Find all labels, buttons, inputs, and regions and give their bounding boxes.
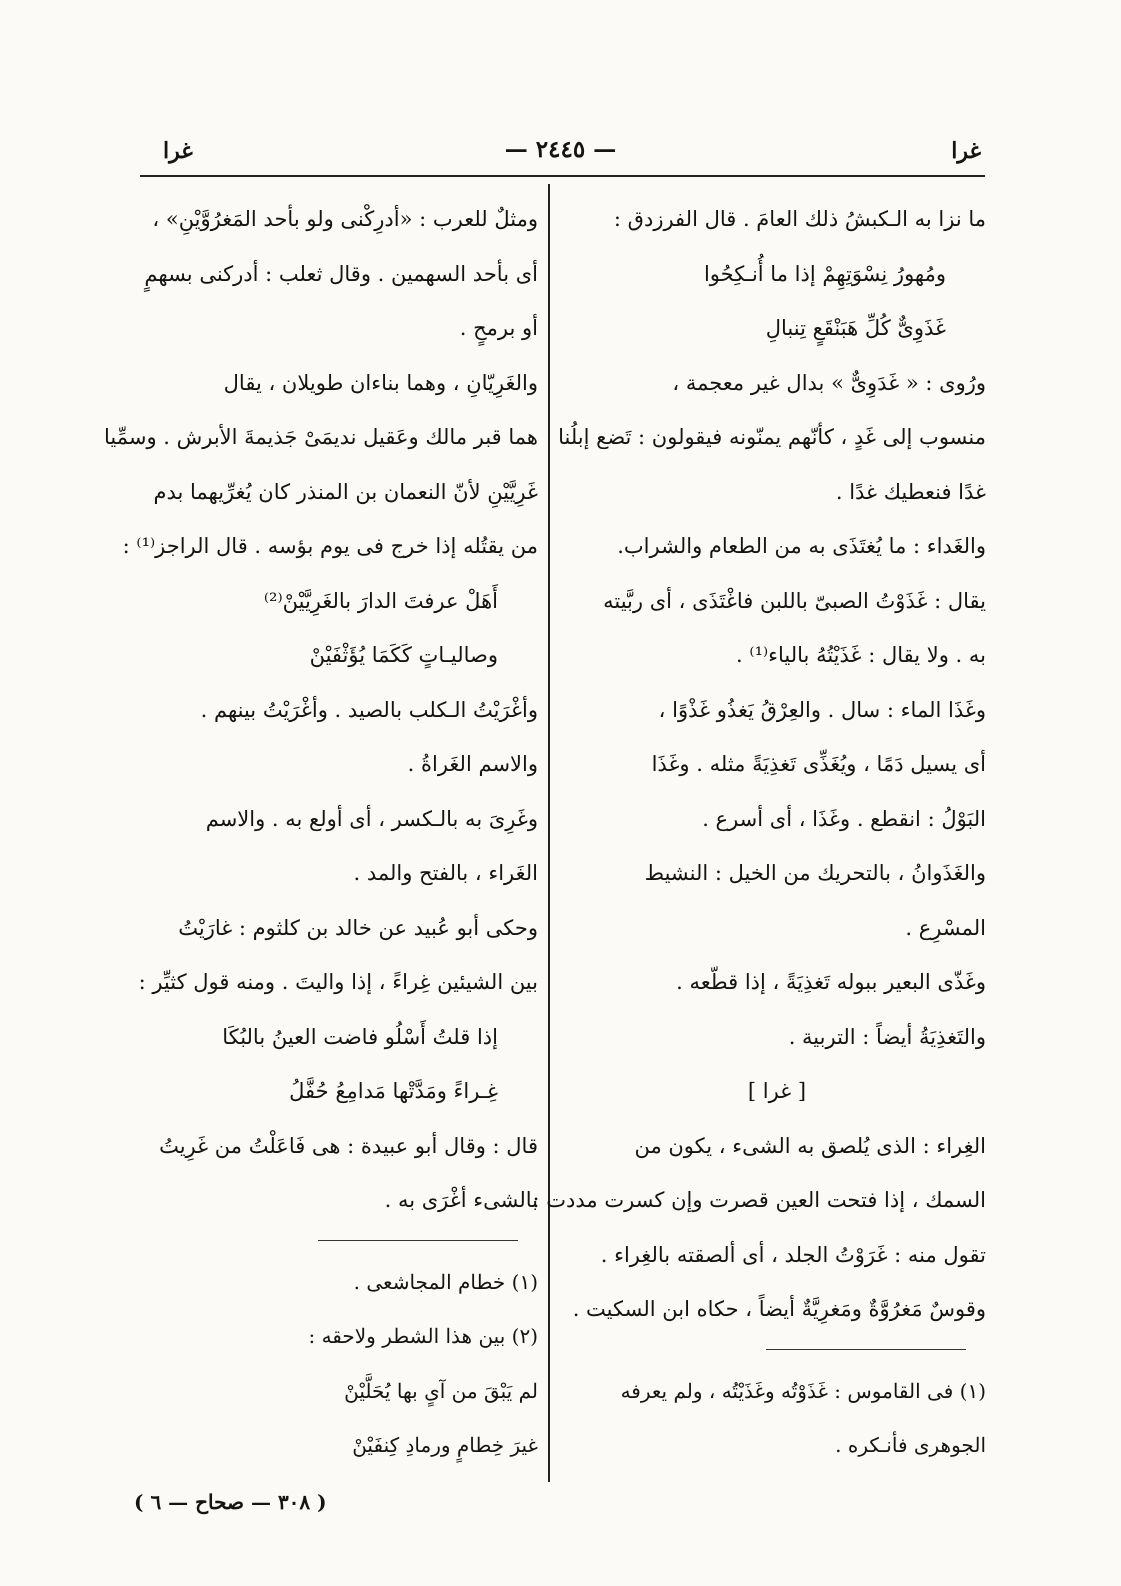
text-line: والغَداء : ما يُغتَذَى به من الطعام والشراب.	[617, 534, 986, 558]
left-column	[103, 192, 538, 1473]
text-line: منسوب إلى غَدٍ ، كأنّهم يمنّونه فيقولون : تَضع إبلُنا	[558, 425, 986, 449]
text-line: والتَغذِيَةُ أيضاً : التربية .	[788, 1024, 986, 1049]
text-line: بين الشيئين غِراءً ، إذا واليتَ . ومنه قول كثيِّر :	[138, 970, 538, 994]
text-line: وأغْرَيْتُ الـكلب بالصيد . وأغْرَيْتُ بينهم .	[200, 697, 538, 722]
signature-mark: ( ٣٠٨ — صحاح — ٦ )	[134, 1490, 327, 1514]
footnote-separator	[568, 1337, 986, 1364]
left-footnotes	[140, 1255, 538, 1473]
footnote-line: (١) فى القاموس : غَذَوْتُه وغَذَيْتُه ، ولم يعرفه	[620, 1378, 986, 1403]
header-rule	[140, 175, 985, 177]
text-line: ما نزا به الـكبشُ ذلك العامَ . قال الفرزدق :	[613, 207, 986, 231]
text-line: الغِراء : الذى يُلصق به الشىء ، يكون من	[634, 1133, 986, 1158]
column-divider	[548, 184, 550, 1482]
text-line: يقال : غَذَوْتُ الصبىّ باللبن فاغْتَذَى ، أى ربَّيته	[603, 588, 986, 613]
footnote-line: (٢) بين هذا الشطر ولاحقه :	[308, 1324, 538, 1348]
footnote-line: (١) خطام المجاشعى .	[353, 1269, 538, 1294]
text-line: المسْرِع .	[905, 915, 986, 940]
footnote-line: لم يَبْقَ من آىٍ بها يُحَلَّيْنْ	[344, 1378, 538, 1403]
verse-line: غِـراءً ومَدَّتْها مَدامِعُ حُفَّلُ	[289, 1079, 498, 1103]
text-line: وغَذَا الماء : سال . والعِرْقُ يَغذُو غَذْوًا ،	[658, 697, 986, 722]
text-line: به . ولا يقال : غَذَيْتُهُ بالياء⁽¹⁾ .	[736, 643, 986, 667]
verse-line: ومُهورُ نِسْوَتِهِمْ إذا ما أُنـكِحُوا	[703, 261, 946, 286]
text-line: غدًا فنعطيك غدًا .	[835, 479, 986, 504]
text-line: أى يسيل دَمًا ، ويُغَذِّى تَغذِيَةً مثله . وغَذَا	[651, 752, 986, 776]
verse-line: غَذَوِىٌّ كُلِّ هَبَنْقَعٍ تِنبالِ	[765, 316, 946, 340]
header-entry-word-left: غرا	[163, 138, 193, 164]
text-line: والاسم الغَراةُ .	[407, 752, 538, 776]
text-line: غَرِيَّيْنِ لأنّ النعمان بن المنذر كان يُغرِّيهما بدم	[153, 479, 538, 504]
text-line: وقوسٌ مَغرُوَّةٌ ومَغرِيَّةٌ أيضاً ، حكاه ابن السكيت .	[572, 1297, 986, 1321]
text-line: ورُوى : « غَدَوِىٌّ » بدال غير معجمة ،	[672, 370, 986, 395]
right-column	[532, 192, 986, 1473]
text-line: من يقتُله إذا خرج فى يوم بؤسه . قال الراجز⁽¹⁾ :	[122, 534, 538, 558]
verse-line: إذا قلتُ أَسْلُو فاضت العينُ بالبُكَا	[222, 1024, 498, 1049]
text-line: ومثلٌ للعرب : «أدرِكْنى ولو بأحد المَغرُوَّيْنِ» ،	[152, 207, 538, 231]
page-number: — ٢٤٤٥ —	[504, 136, 617, 163]
text-line: السمك ، إذا فتحت العين قصرت وإن كسرت مددت :	[532, 1188, 986, 1212]
entry-heading: [ غرا ]	[747, 1079, 807, 1103]
header-entry-word-right: غرا	[951, 138, 981, 164]
text-line: البَوْلُ : انقطع . وغَذَا ، أى أسرع .	[702, 806, 986, 831]
text-line: أى بأحد السهمين . وقال ثعلب : أدركنى بسهمٍ	[144, 261, 538, 286]
text-line: وحكى أبو عُبيد عن خالد بن كلثوم : غارَيْتُ	[178, 915, 538, 940]
verse-line: أَهَلْ عرفتَ الدارَ بالغَرِيَّيْنْ⁽²⁾	[263, 588, 498, 613]
text-line: والغَذَوانُ ، بالتحريك من الخيل : النشيط	[644, 861, 986, 885]
text-line: قال : وقال أبو عبيدة : هى فَاعَلْتُ من غَرِيتُ	[159, 1133, 538, 1158]
text-line: وغَذّى البعير ببوله تَغذِيَةً ، إذا قطّعه .	[676, 970, 986, 994]
left-column-text	[103, 192, 538, 1228]
text-line: بالشىء أغْرَى به .	[384, 1188, 538, 1212]
footnote-separator	[140, 1228, 538, 1255]
text-line: والغَرِيّانِ ، وهما بناءان طويلان ، يقال	[223, 370, 538, 395]
text-line: وغَرِىَ به بالـكسر ، أى أولع به . والاسم	[205, 806, 538, 831]
text-line: الغَراء ، بالفتح والمد .	[353, 861, 538, 885]
text-line: هما قبر مالك وعَقيل نديمَىْ جَذيمةَ الأبرش . وسمِّيا	[103, 425, 538, 449]
footnote-line: الجوهرى فأنـكره .	[835, 1433, 986, 1457]
right-footnotes	[568, 1364, 986, 1473]
text-line: تقول منه : غَرَوْتُ الجلد ، أى ألصقته بالغِراء .	[600, 1242, 986, 1267]
footnote-line: غيرَ خِطامٍ ورمادِ كِنفَيْنْ	[352, 1433, 538, 1457]
right-column-text	[532, 192, 986, 1337]
verse-line: وصاليـاتٍ كَكَمَا يُؤَثْفَيْنْ	[309, 643, 498, 667]
text-line: أو برمحٍ .	[459, 316, 538, 340]
